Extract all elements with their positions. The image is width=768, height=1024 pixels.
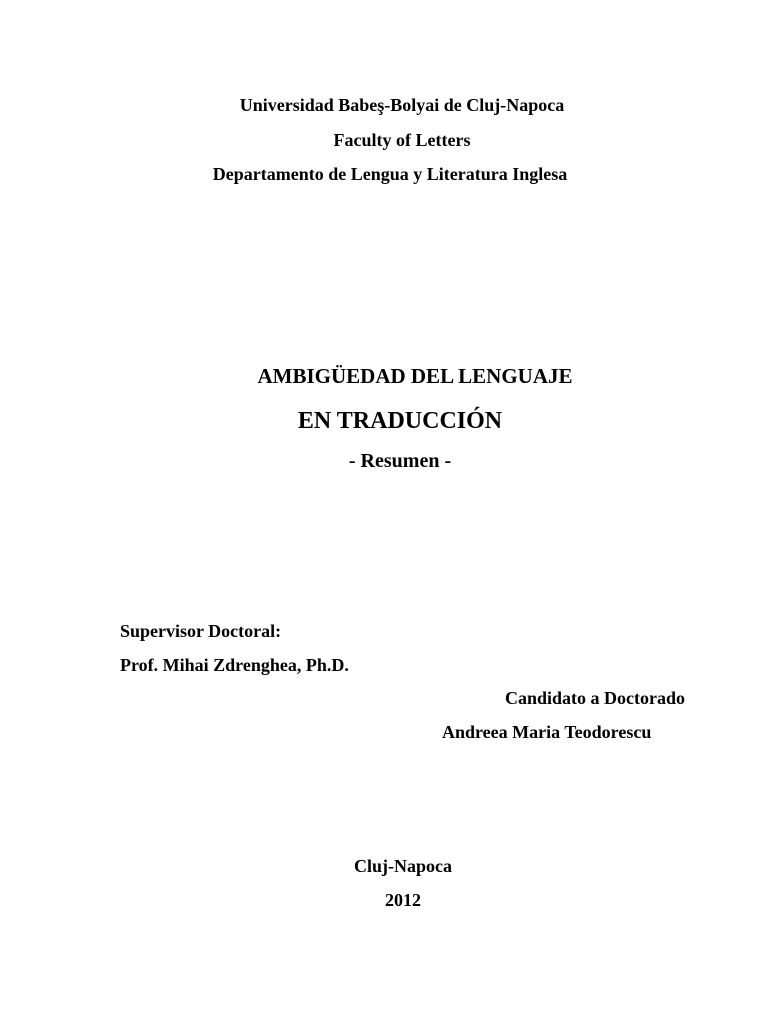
department-name: Departamento de Lengua y Literatura Inglesa: [212, 164, 568, 184]
supervisor-name: Prof. Mihai Zdrenghea, Ph.D.: [120, 655, 349, 675]
candidate-name: Andreea Maria Teodorescu: [442, 722, 652, 742]
supervisor-label: Supervisor Doctoral:: [120, 621, 282, 641]
thesis-title-line-2: EN TRADUCCIÓN: [297, 408, 503, 434]
thesis-subtitle: - Resumen -: [348, 450, 452, 472]
city: Cluj-Napoca: [354, 856, 452, 876]
thesis-title-line-1: AMBIGÜEDAD DEL LENGUAJE: [257, 364, 573, 388]
university-name: Universidad Babeş-Bolyai de Cluj-Napoca: [239, 95, 565, 115]
year: 2012: [385, 890, 421, 910]
faculty-name: Faculty of Letters: [333, 130, 471, 150]
candidate-label: Candidato a Doctorado: [505, 688, 686, 708]
